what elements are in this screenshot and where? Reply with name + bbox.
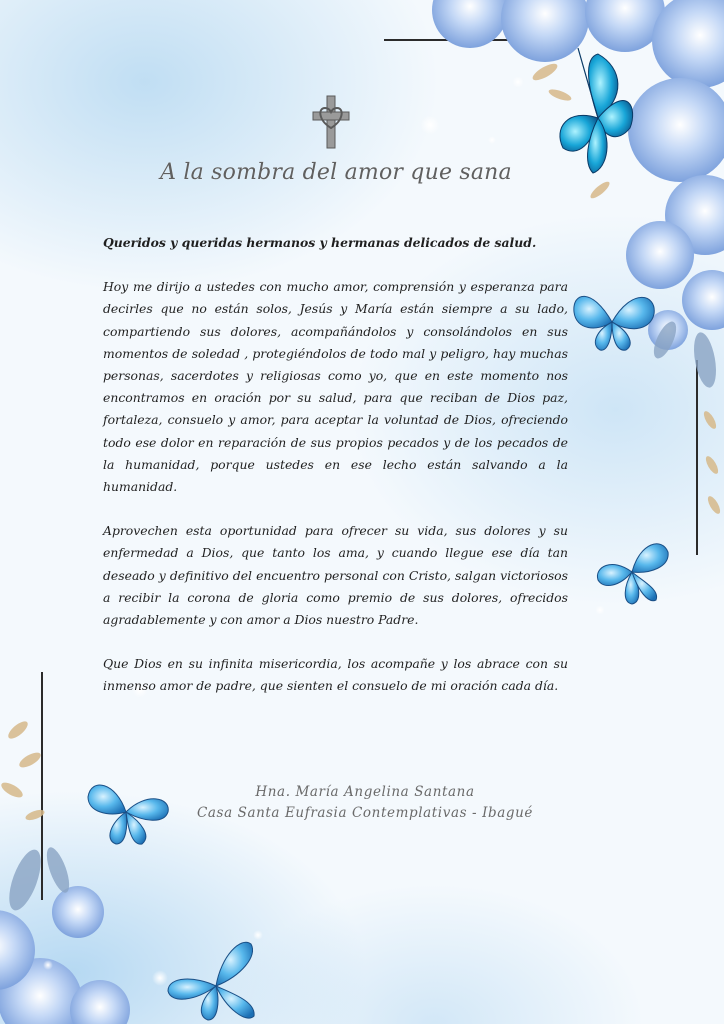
letter-paragraph-3: Que Dios en su infinita misericordia, los acompañe y los abrace con su inmenso amor de padre, que sienten el consuelo de mi oración cada día. xyxy=(103,656,568,694)
butterfly-icon xyxy=(597,544,668,604)
letter-paragraph-2: Aprovechen esta oportunidad para ofrecer su vida, sus dolores y su enfermedad a Dios, que tanto los ama, y cuando llegue ese día tan deseado y definitivo del encuentro personal con Cristo, salgan victoriosos a recibir la corona de gloria como premio de sus dolores, ofrecidos agradablemente y con amor a Dios nuestro Padre. xyxy=(103,523,568,628)
signature-block xyxy=(150,782,580,824)
butterfly-icon xyxy=(560,48,633,173)
butterfly-icon xyxy=(574,296,654,350)
signature-name: Hna. María Angelina Santana xyxy=(255,784,475,800)
page-title: A la sombra del amor que sana xyxy=(160,160,512,185)
butterfly-icon xyxy=(168,942,254,1020)
signature-house: Casa Santa Eufrasia Contemplativas - Ibagué xyxy=(196,805,534,821)
letter-body xyxy=(103,232,568,720)
cross-with-heart-icon xyxy=(310,94,352,150)
letter-paragraph-1: Hoy me dirijo a ustedes con mucho amor, comprensión y esperanza para decirles que no están solos, Jesús y María están siempre a su lado, compartiendo sus dolores, acompañándolos y consolándolos en sus momentos de soledad , protegiéndolos de todo mal y peligro, hay muchas personas, sacerdotes y religiosas como yo, que en este momento nos encontramos en oración por su salud, para que reciban de Dios paz, fortaleza, consuelo y amor, para aceptar la voluntad de Dios, ofreciendo todo ese dolor en reparación de sus propios pecados y de los pecados de la humanidad, porque ustedes en ese lecho están salvando a la humanidad. xyxy=(103,279,568,495)
gold-leaf-decoration xyxy=(0,718,46,822)
letter-greeting: Queridos y queridas hermanos y hermanas delicados de salud. xyxy=(103,235,537,250)
